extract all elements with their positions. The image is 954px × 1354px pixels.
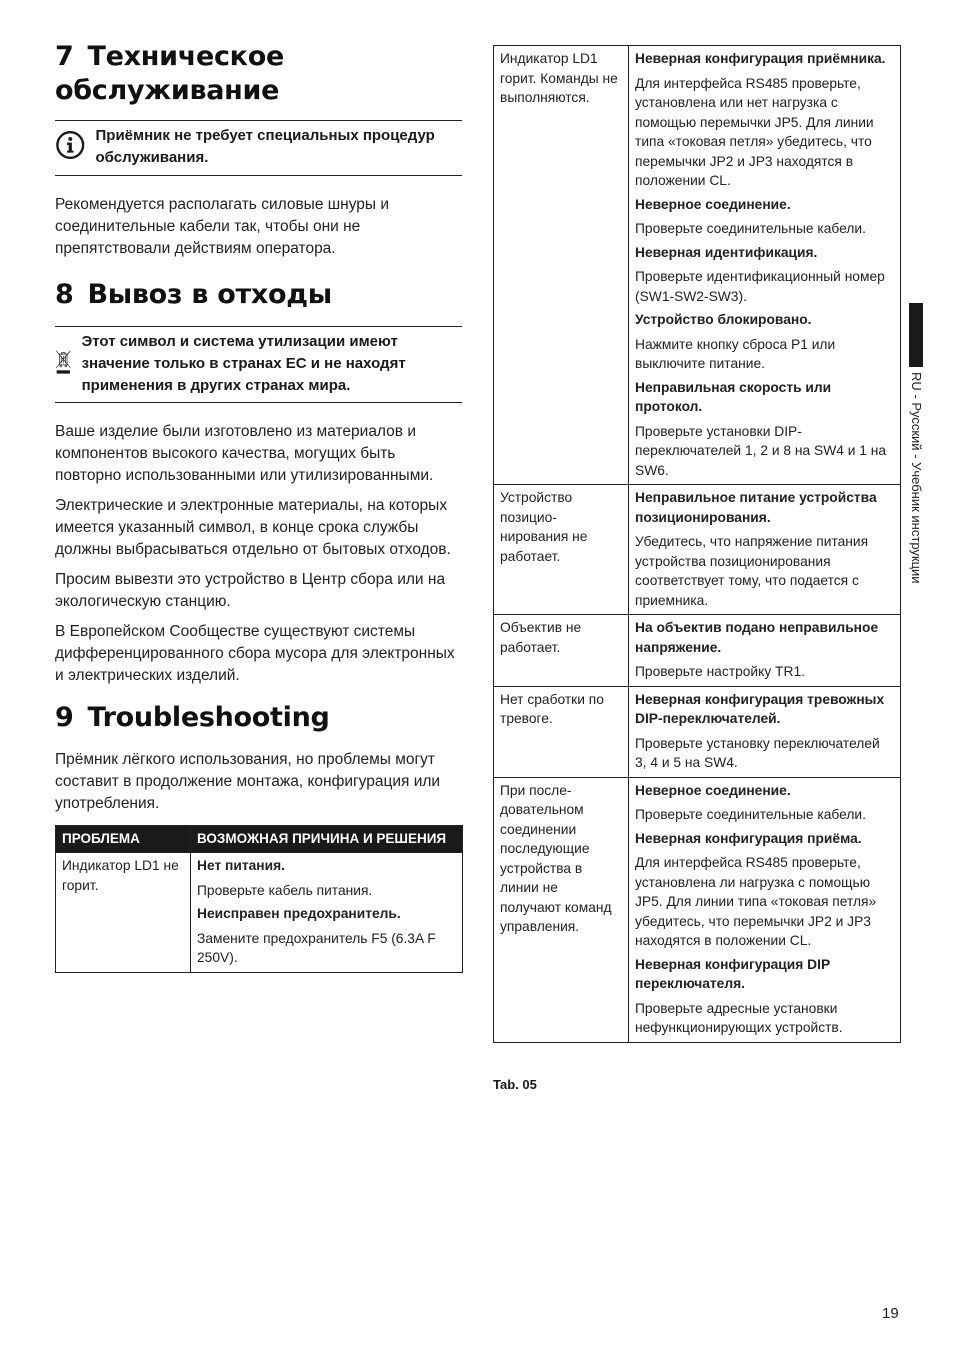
section-8-number: 8 [55,279,74,310]
section-7-title-line2: обслуживание [55,75,280,106]
maintenance-notice-text: Приёмник не требует специальных процедур обслуживания. [95,127,435,166]
solution-text: Проверьте соединительные кабели. [635,221,866,236]
solution-text: Убедитесь, что напряжение питания устройства позиционирования соответствует тому, что подается с приемника. [635,534,869,608]
cause-cell [629,485,901,615]
table-row [494,777,901,1042]
info-circle-icon [55,125,86,165]
maintenance-paragraph: Рекомендуется располагать силовые шнуры и соединительные кабели так, чтобы они не препятствовали действиям оператора. [55,196,390,257]
troubleshooting-paragraph: Прёмник лёгкого использования, но проблемы могут составит в продолжение монтажа, конфигурация или употребления. [55,751,441,812]
cause-text: Неверная конфигурация приёмника. [635,51,886,66]
table-row [494,46,901,485]
problem-cell: При после-довательном соединении последующие устройства в линии не получают команд управления. [494,777,629,1042]
cause-text: На объектив подано неправильное напряжение. [635,620,879,655]
section-7-number: 7 [55,41,74,72]
solution-text: Замените предохранитель F5 (6.3A F 250V). [197,930,436,965]
header-problem: ПРОБЛЕМА [56,826,191,853]
section-9-title [55,701,462,735]
solution-text: Проверьте установку переключателей 3, 4 и 5 на SW4. [635,735,880,770]
section-8-title [55,278,462,312]
problem-cell: Устройство позицио-нирования не работает. [494,485,629,615]
cause-text: Нет питания. [197,858,285,873]
table-row [494,615,901,687]
crossed-bin-icon [55,331,72,393]
disposal-notice [55,326,462,403]
problem-cell: Индикатор LD1 горит. Команды не выполняются. [494,46,629,485]
disposal-paragraph-2: Электрические и электронные материалы, на которых имеется указанный символ, в конце срока службы должны выбрасываться отдельно от бытовых отходов. [55,497,451,558]
table-header-row [56,826,463,853]
table-row [494,686,901,777]
solution-text: Проверьте настройку TR1. [635,664,805,679]
cause-text: Устройство блокировано. [635,312,812,327]
right-column [493,45,900,1043]
solution-text: Проверьте идентификационный номер (SW1-SW2-SW3). [635,269,885,304]
troubleshooting-table-right [493,45,901,1043]
header-cause: ВОЗМОЖНАЯ ПРИЧИНА И РЕШЕНИЯ [191,826,463,853]
section-7-title [55,40,462,108]
cause-text: Неисправен предохранитель. [197,906,401,921]
section-8-title-text: Вывоз в отходы [87,279,332,310]
cause-cell [191,853,463,973]
cause-text: Неверная конфигурация тревожных DIP-переключателей. [635,691,885,726]
cause-text: Неправильная скорость или протокол. [635,379,832,414]
section-7-title-line1: Техническое [87,41,284,72]
disposal-paragraph-4: В Европейском Сообществе существуют системы дифференцированного сбора мусора для электронных и электрических изделий. [55,623,455,684]
table-row [56,853,463,973]
cause-text: Неверная идентификация. [635,244,818,260]
disposal-paragraph-1: Ваше изделие были изготовлено из материалов и компонентов высокого качества, могущих быть повторно использованными или утилизированными. [55,423,434,484]
section-9-title-text: Troubleshooting [87,702,330,733]
troubleshooting-table-left [55,825,463,973]
sidebar-tab-marker [909,303,923,367]
cause-text: Неверная конфигурация DIP переключателя. [635,956,830,991]
table-caption: Tab. 05 [493,1077,537,1092]
cause-cell [629,46,901,485]
sidebar-language-label: RU - Русский - Учебник инструкции [909,372,924,584]
problem-cell: Индикатор LD1 не горит. [56,853,191,973]
left-column [55,40,462,973]
disposal-paragraph-3: Просим вывезти это устройство в Центр сбора или на экологическую станцию. [55,571,446,610]
problem-cell: Объектив не работает. [494,615,629,687]
page-number: 19 [882,1305,899,1322]
disposal-notice-text: Этот символ и система утилизации имеют значение только в странах ЕС и не находят применения в других странах мира. [81,333,406,394]
cause-text: Неверное соединение. [635,782,791,798]
problem-cell: Нет сработки по тревоге. [494,686,629,777]
solution-text: Проверьте соединительные кабели. [635,807,866,822]
cause-text: Неправильное питание устройства позиционирования. [635,490,877,525]
cause-cell [629,777,901,1042]
table-row [494,485,901,615]
solution-text: Для интерфейса RS485 проверьте, установлена или нет нагрузка с помощью перемычки JP5. Для линии типа «токовая петля» убедитесь, что перемычки JP2 и JP3 находятся в положении CL. [635,75,874,188]
cause-text: Неверное соединение. [635,196,791,212]
cause-text: Неверная конфигурация приёма. [635,830,862,846]
solution-text: Проверьте установки DIP-переключателей 1, 2 и 8 на SW4 и 1 на SW6. [635,423,887,478]
solution-text: Для интерфейса RS485 проверьте, установлена ли нагрузка с помощью JP5. Для линии типа «токовая петля» убедитесь, что перемычки JP2 и JP3 находятся в положении CL. [635,855,877,948]
solution-text: Нажмите кнопку сброса P1 или выключите питание. [635,336,836,371]
maintenance-notice [55,120,462,176]
solution-text: Проверьте адресные установки нефункционирующих устройств. [635,1000,843,1035]
cause-cell [629,615,901,687]
cause-cell [629,686,901,777]
section-9-number: 9 [55,702,74,733]
solution-text: Проверьте кабель питания. [197,882,373,898]
